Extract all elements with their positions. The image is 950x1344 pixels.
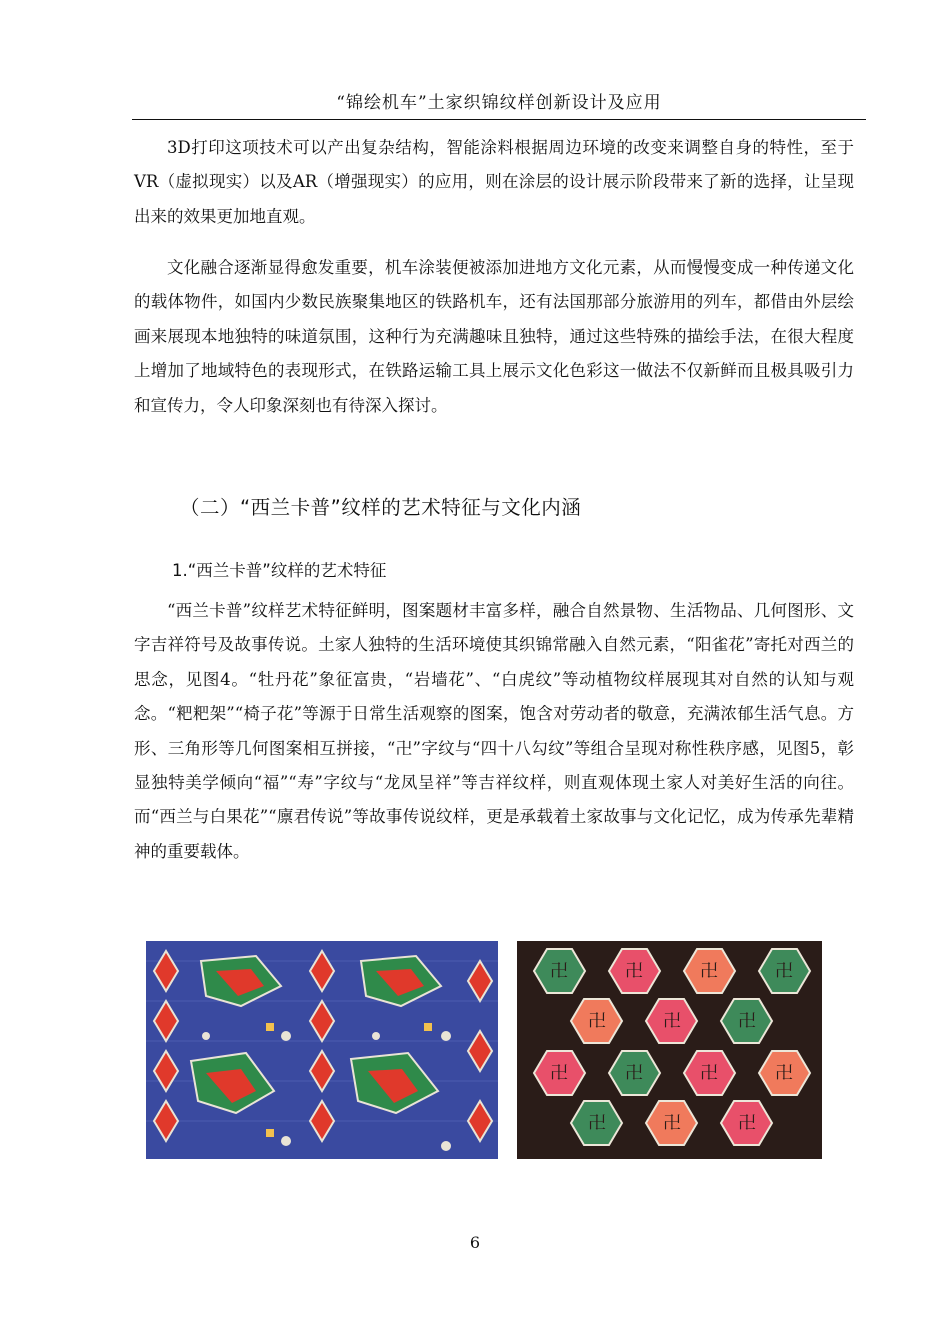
svg-text:卍: 卍 bbox=[550, 1063, 568, 1084]
brocade-swastika-pattern-image bbox=[517, 941, 822, 1159]
svg-text:卍: 卍 bbox=[663, 1113, 681, 1134]
figure-4-bird-brocade bbox=[146, 941, 498, 1159]
running-header: “锦绘机车”土家织锦纹样创新设计及应用 bbox=[132, 88, 866, 120]
svg-text:卍: 卍 bbox=[775, 1063, 793, 1084]
page-number: 6 bbox=[469, 1233, 481, 1252]
svg-text:卍: 卍 bbox=[588, 1011, 606, 1032]
svg-text:卍: 卍 bbox=[625, 961, 643, 982]
body-paragraph-3: “西兰卡普”纹样艺术特征鲜明，图案题材丰富多样，融合自然景物、生活物品、几何图形、文字吉祥符号及故事传说。土家人独特的生活环境使其织锦常融入自然元素，“阳雀花”寄托对西兰的思念，见图4。“牡丹花”象征富贵，“岩墙花”、“白虎纹”等动植物纹样展现其对自然的认知与观念。“粑粑架”“椅子花”等源于日常生活观察的图案，饱含对劳动者的敬意，充满浓郁生活气息。方形、三角形等几何图案相互拼接，“卍”字纹与“四十八勾纹”等组合呈现对称性秩序感，见图5，彰显独特美学倾向“福”“寿”字纹与“龙凤呈祥”等吉祥纹样，则直观体现土家人对美好生活的向往。而“西兰与白果花”“廪君传说”等故事传说纹样，更是承载着土家故事与文化记忆，成为传承先辈精神的重要载体。 bbox=[134, 601, 854, 861]
svg-text:卍: 卍 bbox=[700, 961, 718, 982]
body-paragraph-1: 3D打印这项技术可以产出复杂结构，智能涂料根据周边环境的改变来调整自身的特性，至于VR（虚拟现实）以及AR（增强现实）的应用，则在涂层的设计展示阶段带来了新的选择，让呈现出来的效果更加地直观。 bbox=[134, 138, 854, 226]
svg-text:卍: 卍 bbox=[550, 961, 568, 982]
section-heading: （二）“西兰卡普”纹样的艺术特征与文化内涵 bbox=[180, 496, 582, 519]
svg-text:卍: 卍 bbox=[663, 1011, 681, 1032]
brocade-bird-pattern-image bbox=[146, 941, 498, 1159]
svg-text:卍: 卍 bbox=[738, 1011, 756, 1032]
figure-5-swastika-brocade bbox=[517, 941, 822, 1159]
svg-text:卍: 卍 bbox=[588, 1113, 606, 1134]
svg-text:卍: 卍 bbox=[738, 1113, 756, 1134]
svg-text:卍: 卍 bbox=[700, 1063, 718, 1084]
svg-text:卍: 卍 bbox=[625, 1063, 643, 1084]
svg-text:卍: 卍 bbox=[775, 961, 793, 982]
subsection-heading: 1.“西兰卡普”纹样的艺术特征 bbox=[172, 561, 387, 580]
body-paragraph-2: 文化融合逐渐显得愈发重要，机车涂装便被添加进地方文化元素，从而慢慢变成一种传递文化的载体物件，如国内少数民族聚集地区的铁路机车，还有法国那部分旅游用的列车，都借由外层绘画来展现本地独特的味道氛围，这种行为充满趣味且独特，通过这些特殊的描绘手法，在很大程度上增加了地域特色的表现形式，在铁路运输工具上展示文化色彩这一做法不仅新鲜而且极具吸引力和宣传力，令人印象深刻也有待深入探讨。 bbox=[134, 258, 854, 415]
